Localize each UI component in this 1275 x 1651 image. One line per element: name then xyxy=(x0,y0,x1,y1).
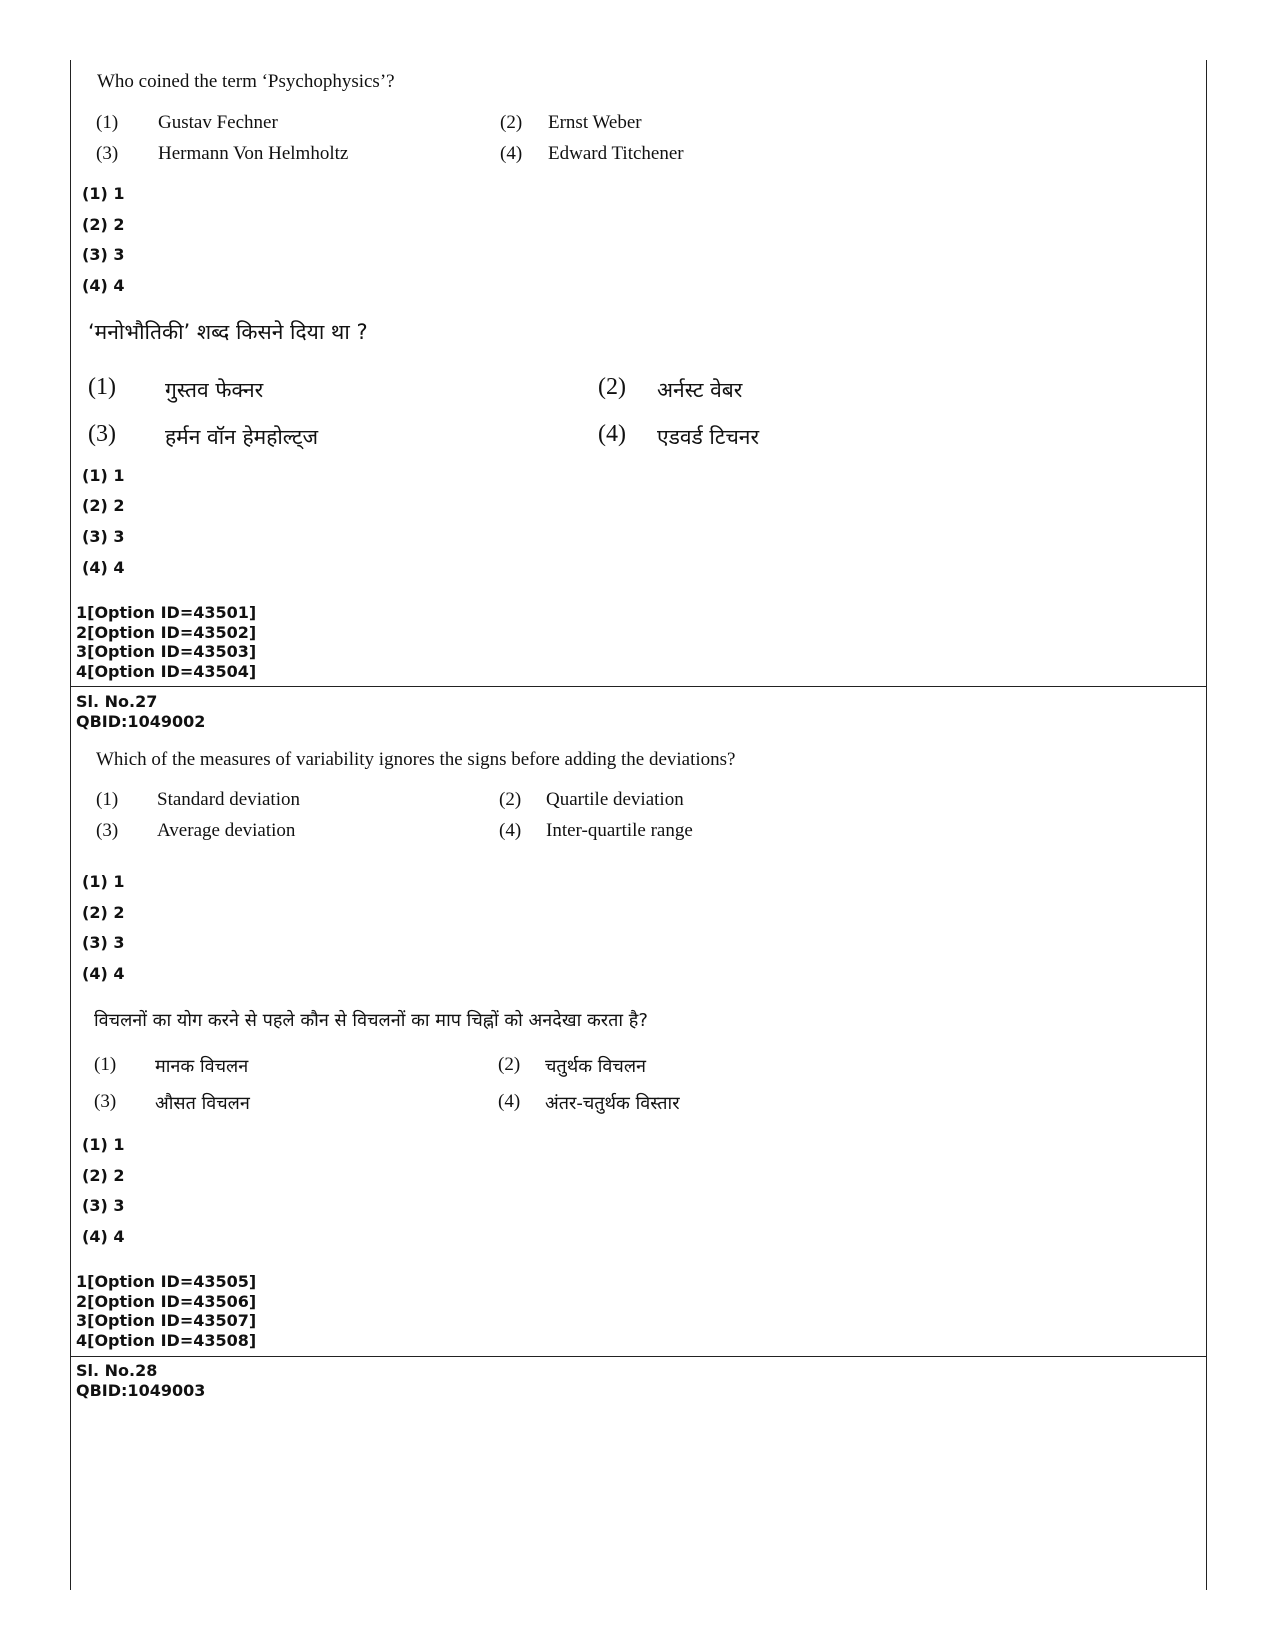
option-text: Average deviation xyxy=(157,820,296,841)
answer-choice[interactable]: (3) 3 xyxy=(82,1196,125,1215)
answer-choice[interactable]: (1) 1 xyxy=(82,184,125,203)
option-number: (2) xyxy=(498,1054,521,1075)
option-text: गुस्तव फेक्नर xyxy=(165,378,264,402)
serial-number: Sl. No.27 xyxy=(76,692,158,711)
question-stem-hindi: ‘मनोभौतिकी’ शब्द किसने दिया था ? xyxy=(88,320,368,344)
option-number: (1) xyxy=(88,374,116,400)
answer-choice[interactable]: (4) 4 xyxy=(82,276,125,295)
option-number: (1) xyxy=(94,1054,117,1075)
option-id: 4[Option ID=43504] xyxy=(76,662,257,681)
option-text: Hermann Von Helmholtz xyxy=(158,143,349,164)
option-text: Gustav Fechner xyxy=(158,112,278,133)
question-stem-english: Which of the measures of variability ignores the signs before adding the deviations? xyxy=(96,749,736,770)
option-number: (2) xyxy=(598,374,626,400)
option-text: Inter-quartile range xyxy=(546,820,693,841)
answer-choice[interactable]: (1) 1 xyxy=(82,466,125,485)
qbid: QBID:1049002 xyxy=(76,712,206,731)
option-number: (2) xyxy=(500,112,523,133)
option-text: एडवर्ड टिचनर xyxy=(657,425,760,449)
answer-choice[interactable]: (3) 3 xyxy=(82,245,125,264)
answer-choice[interactable]: (2) 2 xyxy=(82,1166,125,1185)
option-text: हर्मन वॉन हेमहोल्ट्ज xyxy=(165,425,319,449)
option-number: (4) xyxy=(598,421,626,447)
option-number: (2) xyxy=(499,789,522,810)
option-number: (4) xyxy=(500,143,523,164)
answer-choice[interactable]: (4) 4 xyxy=(82,964,125,983)
question-stem-hindi: विचलनों का योग करने से पहले कौन से विचलनों का माप चिह्नों को अनदेखा करता है? xyxy=(94,1010,648,1031)
answer-choice[interactable]: (2) 2 xyxy=(82,496,125,515)
serial-number: Sl. No.28 xyxy=(76,1361,158,1380)
question-divider xyxy=(70,1356,1206,1357)
answer-choice[interactable]: (4) 4 xyxy=(82,558,125,577)
option-text: Ernst Weber xyxy=(548,112,642,133)
option-number: (4) xyxy=(498,1091,521,1112)
option-text: अर्नस्ट वेबर xyxy=(657,378,743,402)
answer-choice[interactable]: (2) 2 xyxy=(82,903,125,922)
option-text: अंतर-चतुर्थक विस्तार xyxy=(545,1093,680,1114)
option-number: (4) xyxy=(499,820,522,841)
option-number: (1) xyxy=(96,112,119,133)
option-text: Standard deviation xyxy=(157,789,300,810)
option-text: Edward Titchener xyxy=(548,143,684,164)
option-text: Quartile deviation xyxy=(546,789,684,810)
question-stem-english: Who coined the term ‘Psychophysics’? xyxy=(97,71,395,92)
option-id: 1[Option ID=43505] xyxy=(76,1272,257,1291)
option-id: 1[Option ID=43501] xyxy=(76,603,257,622)
option-number: (3) xyxy=(96,143,119,164)
answer-choice[interactable]: (3) 3 xyxy=(82,527,125,546)
option-text: चतुर्थक विचलन xyxy=(545,1056,647,1077)
option-id: 3[Option ID=43507] xyxy=(76,1311,257,1330)
option-number: (3) xyxy=(96,820,119,841)
qbid: QBID:1049003 xyxy=(76,1381,206,1400)
option-id: 2[Option ID=43502] xyxy=(76,623,257,642)
option-number: (3) xyxy=(88,421,116,447)
answer-choice[interactable]: (1) 1 xyxy=(82,1135,125,1154)
answer-choice[interactable]: (4) 4 xyxy=(82,1227,125,1246)
answer-choice[interactable]: (3) 3 xyxy=(82,933,125,952)
answer-choice[interactable]: (2) 2 xyxy=(82,215,125,234)
option-id: 4[Option ID=43508] xyxy=(76,1331,257,1350)
option-text: मानक विचलन xyxy=(155,1056,249,1077)
option-number: (1) xyxy=(96,789,119,810)
option-text: औसत विचलन xyxy=(155,1093,250,1114)
answer-choice[interactable]: (1) 1 xyxy=(82,872,125,891)
option-number: (3) xyxy=(94,1091,117,1112)
question-divider xyxy=(70,686,1206,687)
option-id: 3[Option ID=43503] xyxy=(76,642,257,661)
option-id: 2[Option ID=43506] xyxy=(76,1292,257,1311)
